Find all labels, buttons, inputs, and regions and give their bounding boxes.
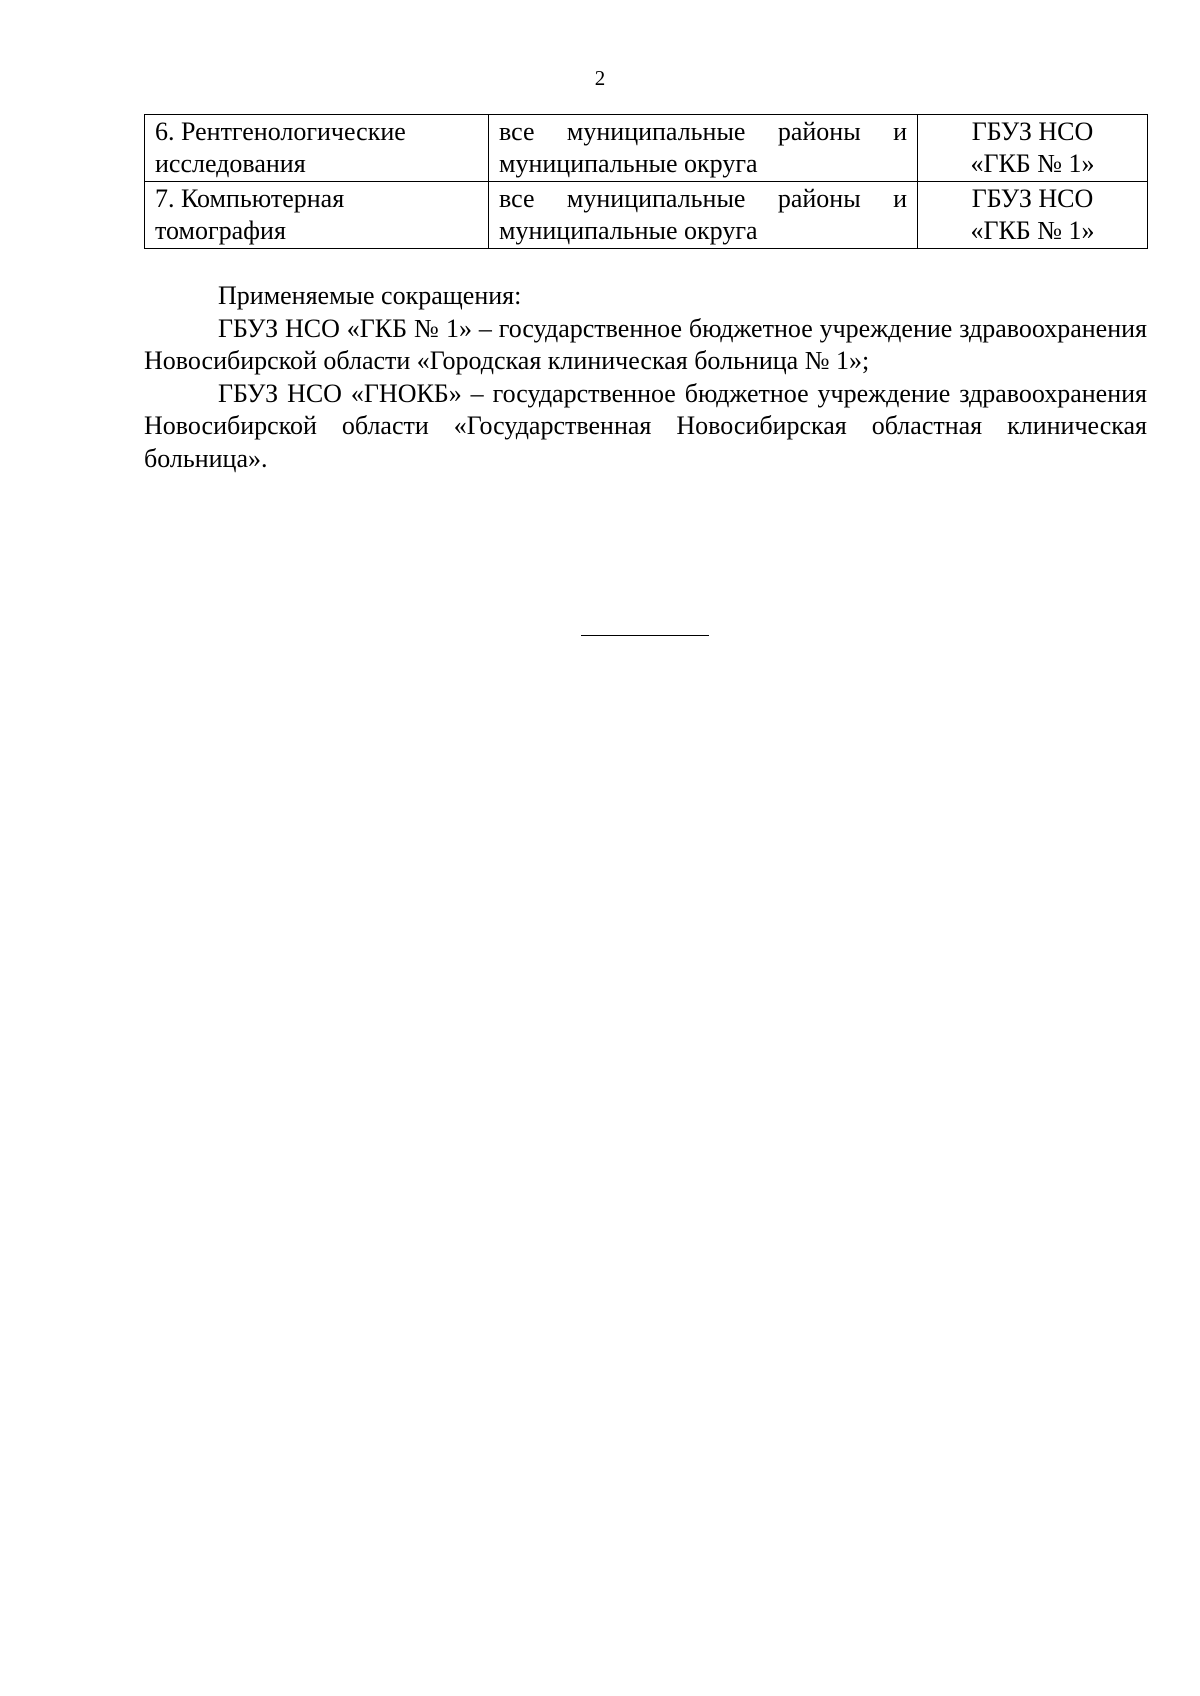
territory-line: муниципальные округа [499, 149, 758, 178]
service-cell: 6. Рентгенологические исследования [145, 115, 489, 182]
organization-line: ГБУЗ НСО [971, 117, 1094, 146]
abbreviations-section [144, 280, 1147, 475]
service-cell: 7. Компьютерная томография [145, 182, 489, 249]
organization-line: «ГКБ № 1» [970, 149, 1095, 178]
organization-line: ГБУЗ НСО [971, 184, 1094, 213]
page-number: 2 [594, 66, 606, 90]
end-divider [581, 635, 709, 636]
table-row [145, 115, 1148, 182]
organization-cell [918, 115, 1148, 182]
organization-line: «ГКБ № 1» [970, 216, 1095, 245]
territory-cell [489, 182, 918, 249]
table-row [145, 182, 1148, 249]
territory-line: все муниципальные районы и [499, 117, 907, 146]
abbreviation-item: ГБУЗ НСО «ГНОКБ» – государственное бюджетное учреждение здравоохранения Новосибирской области «Государственная Новосибирская областная клиническая больница». [144, 378, 1147, 473]
territory-line: муниципальные округа [499, 216, 758, 245]
organization-cell [918, 182, 1148, 249]
services-table [144, 114, 1148, 249]
abbreviations-heading: Применяемые сокращения: [218, 281, 522, 310]
abbreviation-item: ГБУЗ НСО «ГКБ № 1» – государственное бюджетное учреждение здравоохранения Новосибирской области «Городская клиническая больница № 1»; [144, 313, 1147, 375]
territory-line: все муниципальные районы и [499, 184, 907, 213]
territory-cell [489, 115, 918, 182]
